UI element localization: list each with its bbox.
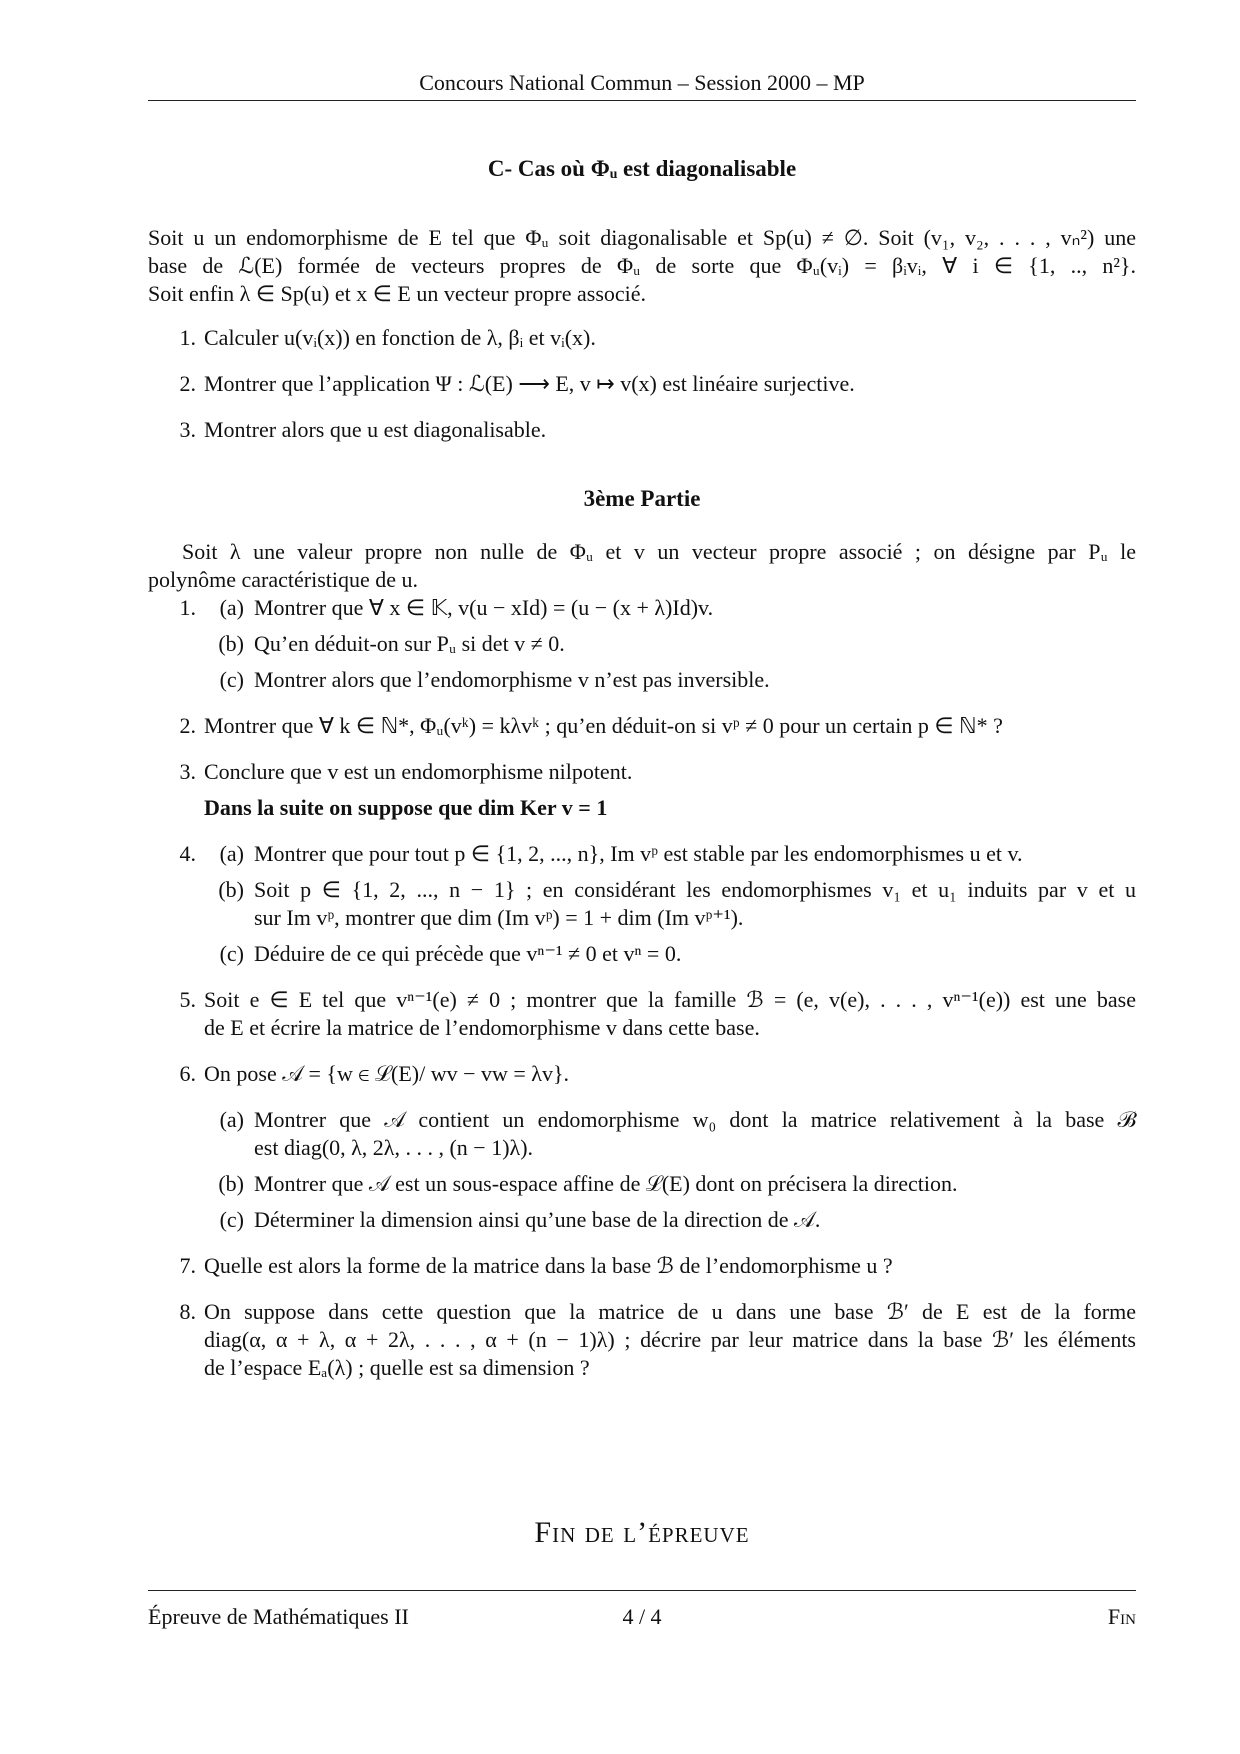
subquestion-text: Montrer alors que l’endomorphisme v n’est pas inversible.	[254, 667, 770, 692]
footer-rule	[148, 1590, 1136, 1591]
question-text-cont: de E et écrire la matrice de l’endomorphisme v dans cette base.	[204, 1015, 760, 1040]
question-text: Soit e ∈ E tel que vⁿ⁻¹(e) ≠ 0 ; montrer que la famille ℬ = (e, v(e), . . . , vⁿ⁻¹(e)) est une base	[204, 987, 1136, 1012]
subquestion-label: (b)	[218, 1171, 244, 1196]
subquestion-label: (b)	[218, 631, 244, 656]
question-text-cont: de l’espace Eₐ(λ) ; quelle est sa dimension ?	[204, 1355, 590, 1380]
c-item-text: Montrer que l’application Ψ : ℒ(E) ⟶ E, v ↦ v(x) est linéaire surjective.	[204, 371, 855, 396]
subquestion-text: Déterminer la dimension ainsi qu’une base de la direction de 𝒜.	[254, 1207, 821, 1232]
header-rule	[148, 100, 1136, 101]
footer-subject: Épreuve de Mathématiques II	[148, 1604, 409, 1629]
subquestion-label: (c)	[219, 667, 244, 692]
part-3-intro-line-1: Soit λ une valeur propre non nulle de Φᵤ et v un vecteur propre associé ; on désigne par Pᵤ le	[182, 539, 1136, 564]
subquestion-text-cont: sur Im vᵖ, montrer que dim (Im vᵖ) = 1 + dim (Im vᵖ⁺¹).	[254, 905, 744, 930]
subquestion-label: (c)	[219, 1207, 244, 1232]
page-header: Concours National Commun – Session 2000 – MP	[419, 70, 865, 95]
subquestion-text: Montrer que pour tout p ∈ {1, 2, ..., n}, Im vᵖ est stable par les endomorphismes u et v.	[254, 841, 1023, 866]
c-item-text: Montrer alors que u est diagonalisable.	[204, 417, 547, 442]
question-number: 2.	[179, 713, 196, 738]
section-c-intro-line-1: Soit u un endomorphisme de E tel que Φᵤ soit diagonalisable et Sp(u) ≠ ∅. Soit (v₁, v₂, . . . , vₙ²) une	[148, 225, 1136, 250]
question-number: 1.	[179, 595, 196, 620]
subquestion-text: Montrer que 𝒜 est un sous-espace affine de ℒ(E) dont on précisera la direction.	[254, 1171, 958, 1196]
section-c-title: C- Cas où Φᵤ est diagonalisable	[487, 156, 797, 181]
question-number: 7.	[179, 1253, 196, 1278]
question-text: On suppose dans cette question que la matrice de u dans une base ℬ′ de E est de la forme	[204, 1299, 1136, 1324]
section-c-intro-line-2: base de ℒ(E) formée de vecteurs propres de Φᵤ de sorte que Φᵤ(vᵢ) = βᵢvᵢ, ∀ i ∈ {1, .., n²}.	[148, 253, 1136, 278]
question-number: 5.	[179, 987, 196, 1012]
question-text: Montrer que ∀ k ∈ ℕ*, Φᵤ(vᵏ) = kλvᵏ ; qu’en déduit-on si vᵖ ≠ 0 pour un certain p ∈ ℕ* ?	[204, 713, 1003, 738]
question-number: 3.	[179, 759, 196, 784]
subquestion-text: Soit p ∈ {1, 2, ..., n − 1} ; en considérant les endomorphismes v₁ et u₁ induits par v et u	[254, 877, 1136, 902]
subquestion-label: (a)	[219, 595, 244, 620]
subquestion-text: Montrer que 𝒜 contient un endomorphisme w₀ dont la matrice relativement à la base ℬ	[254, 1107, 1136, 1132]
c-item-number: 3.	[179, 417, 196, 442]
subquestion-label: (a)	[219, 1107, 244, 1132]
part-3-title: 3ème Partie	[583, 486, 701, 511]
section-c-intro-line-3: Soit enfin λ ∈ Sp(u) et x ∈ E un vecteur propre associé.	[148, 281, 647, 306]
question-text-cont: diag(α, α + λ, α + 2λ, . . . , α + (n − 1)λ) ; décrire par leur matrice dans la base ℬ′ les éléments	[204, 1327, 1136, 1352]
question-text: Quelle est alors la forme de la matrice dans la base ℬ de l’endomorphisme u ?	[204, 1253, 893, 1278]
subquestion-label: (b)	[218, 877, 244, 902]
question-number: 8.	[179, 1299, 196, 1324]
footer-end-marker: Fin	[1107, 1604, 1136, 1629]
subquestion-text: Déduire de ce qui précède que vⁿ⁻¹ ≠ 0 et vⁿ = 0.	[254, 941, 682, 966]
subquestion-label: (a)	[219, 841, 244, 866]
question-number: 4.	[179, 841, 196, 866]
subquestion-text-cont: est diag(0, λ, 2λ, . . . , (n − 1)λ).	[254, 1135, 534, 1160]
end-of-exam-title: Fin de l’épreuve	[534, 1516, 750, 1549]
subquestion-label: (c)	[219, 941, 244, 966]
c-item-number: 2.	[179, 371, 196, 396]
c-item-number: 1.	[179, 325, 196, 350]
question-number: 6.	[179, 1061, 196, 1086]
subquestion-text: Montrer que ∀ x ∈ 𝕂, v(u − xId) = (u − (x + λ)Id)v.	[254, 595, 714, 620]
c-item-text: Calculer u(vᵢ(x)) en fonction de λ, βᵢ et vᵢ(x).	[204, 325, 596, 350]
part-3-intro-line-2: polynôme caractéristique de u.	[148, 567, 419, 592]
question-text: Conclure que v est un endomorphisme nilpotent.	[204, 759, 633, 784]
subquestion-text: Qu’en déduit-on sur Pᵤ si det v ≠ 0.	[254, 631, 565, 656]
assumption-statement: Dans la suite on suppose que dim Ker v = 1	[204, 795, 608, 820]
question-text: On pose 𝒜 = {w ∈ ℒ(E)/ wv − vw = λv}.	[204, 1061, 570, 1086]
footer-page-number: 4 / 4	[622, 1604, 662, 1629]
